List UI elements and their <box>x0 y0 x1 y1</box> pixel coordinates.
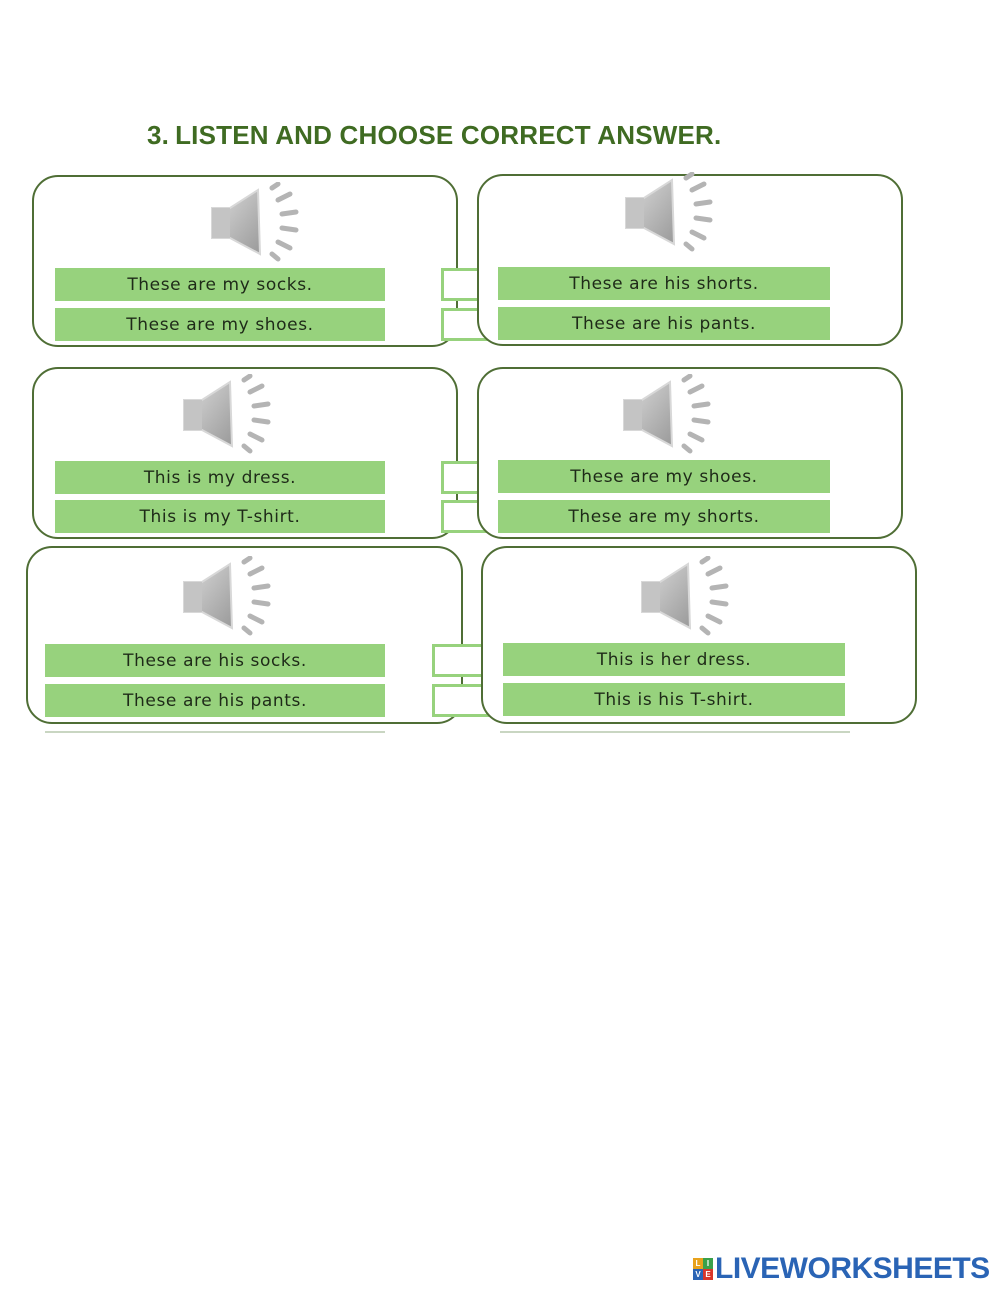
speaker-icon[interactable] <box>178 374 282 454</box>
option-label: These are my shoes. <box>55 308 385 341</box>
option-label: This is my dress. <box>55 461 385 494</box>
option-label: This is his T-shirt. <box>503 683 845 716</box>
logo-text: LIVEWORKSHEETS <box>715 1252 990 1285</box>
option-label: These are his pants. <box>45 684 385 717</box>
speaker-icon[interactable] <box>636 556 740 636</box>
option-label: These are his pants. <box>498 307 830 340</box>
option-label: These are his shorts. <box>498 267 830 300</box>
option-label: These are my socks. <box>55 268 385 301</box>
liveworksheets-logo <box>693 1252 990 1286</box>
option-label: These are his socks. <box>45 644 385 677</box>
worksheet-heading <box>147 120 721 151</box>
speaker-icon[interactable] <box>620 172 724 252</box>
speaker-icon[interactable] <box>618 374 722 454</box>
option-label: These are my shoes. <box>498 460 830 493</box>
cropped-edge <box>30 728 910 736</box>
option-label: These are my shorts. <box>498 500 830 533</box>
heading-number: 3. <box>147 120 170 150</box>
logo-mark-icon: L I V E <box>693 1258 713 1280</box>
speaker-icon[interactable] <box>206 182 310 262</box>
option-label: This is her dress. <box>503 643 845 676</box>
speaker-icon[interactable] <box>178 556 282 636</box>
option-label: This is my T-shirt. <box>55 500 385 533</box>
heading-text: LISTEN AND CHOOSE CORRECT ANSWER. <box>175 120 722 150</box>
